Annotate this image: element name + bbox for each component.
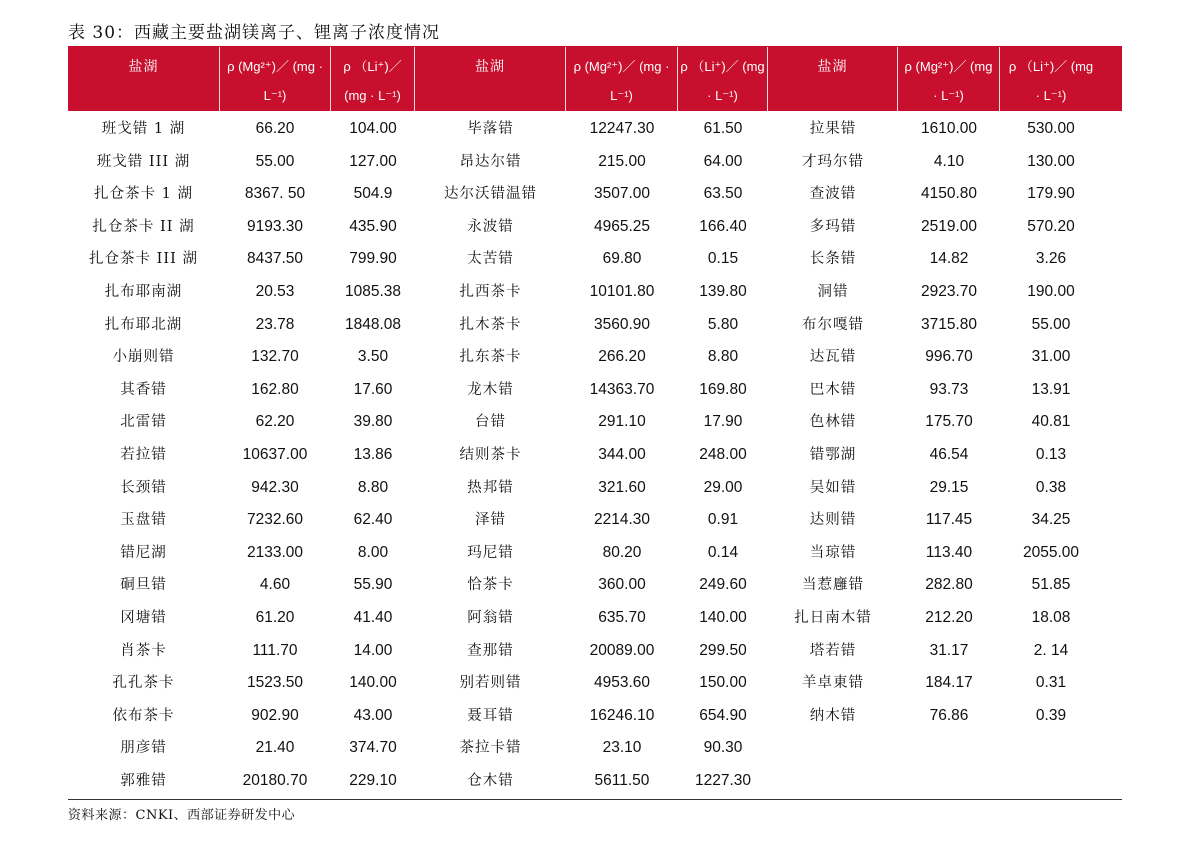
lake-name-cell: 扎西茶卡 xyxy=(459,283,522,300)
li-value-cell xyxy=(1000,765,1102,798)
li-value-cell: 17.60 xyxy=(353,380,393,398)
mg-value-cell: 321.60 xyxy=(598,478,646,496)
lake-name-cell: 达则错 xyxy=(809,512,857,529)
mg-value-cell: 184.17 xyxy=(925,674,973,692)
mg-value-cell: 3507.00 xyxy=(593,185,651,203)
li-value-cell: 5.80 xyxy=(707,315,739,333)
lake-name-cell: 长条错 xyxy=(809,251,857,268)
lake-name-cell: 阿翁错 xyxy=(467,609,514,626)
mg-value-cell: 2214.30 xyxy=(593,511,651,529)
lake-name-cell: 达瓦错 xyxy=(809,349,857,366)
lake-name-cell: 扎木茶卡 xyxy=(459,316,522,333)
li-value-cell: 13.91 xyxy=(1031,380,1071,398)
mg-value-cell: 20180.70 xyxy=(242,771,308,789)
li-value-cell: 179.90 xyxy=(1027,185,1075,203)
header-mg-1: ρ (Mg²⁺)／ (mg · L⁻¹) xyxy=(219,47,331,111)
lake-name-cell: 肖茶卡 xyxy=(120,642,167,659)
li-value-cell: 17.90 xyxy=(703,413,743,431)
li-value-cell: 13.86 xyxy=(353,445,393,463)
li-value-cell: 150.00 xyxy=(699,674,747,692)
li-value-cell: 18.08 xyxy=(1031,608,1071,626)
lake-name-cell: 塔若错 xyxy=(809,642,857,659)
mg-value-cell xyxy=(898,732,1000,765)
lake-name-cell: 布尔嘎错 xyxy=(802,316,864,333)
li-value-cell: 8.80 xyxy=(707,348,739,366)
mg-value-cell: 162.80 xyxy=(251,380,299,398)
lake-name-cell: 郭雅错 xyxy=(120,772,167,789)
mg-value-cell: 117.45 xyxy=(925,511,973,529)
li-value-cell: 40.81 xyxy=(1031,413,1071,431)
mg-value-cell: 14363.70 xyxy=(589,380,655,398)
lake-name-cell: 错尼湖 xyxy=(120,544,167,561)
mg-value-cell: 215.00 xyxy=(598,152,646,170)
lake-name-cell: 依布茶卡 xyxy=(112,707,175,724)
mg-value-cell: 942.30 xyxy=(251,478,299,496)
li-value-cell: 139.80 xyxy=(699,282,747,300)
li-value-cell: 51.85 xyxy=(1031,576,1071,594)
li-value-cell: 1848.08 xyxy=(344,315,402,333)
lake-name-cell: 色林错 xyxy=(809,414,857,431)
table-header xyxy=(68,47,1122,111)
li-value-cell: 8.80 xyxy=(357,478,389,496)
lake-name-cell: 才玛尔错 xyxy=(802,153,864,170)
li-value-cell: 0.14 xyxy=(707,543,739,561)
lake-name-cell: 巴木错 xyxy=(809,381,857,398)
lake-name-cell: 扎东茶卡 xyxy=(459,349,522,366)
mg-value-cell: 1523.50 xyxy=(246,674,304,692)
mg-value-cell: 4965.25 xyxy=(593,217,651,235)
mg-value-cell: 344.00 xyxy=(598,445,646,463)
li-value-cell: 127.00 xyxy=(349,152,397,170)
lake-name-cell: 若拉错 xyxy=(120,446,167,463)
li-value-cell: 2055.00 xyxy=(1022,543,1080,561)
mg-value-cell: 29.15 xyxy=(929,478,969,496)
lake-name-cell: 孔孔茶卡 xyxy=(112,675,175,692)
mg-value-cell: 20089.00 xyxy=(589,641,655,659)
mg-value-cell: 212.20 xyxy=(925,608,973,626)
lake-name-cell: 仓木错 xyxy=(467,772,514,789)
li-value-cell: 43.00 xyxy=(353,706,393,724)
mg-value-cell: 1610.00 xyxy=(920,120,978,137)
table-body xyxy=(68,111,1122,797)
lake-name-cell: 冈塘错 xyxy=(120,609,167,626)
li-value-cell: 0.91 xyxy=(707,511,739,529)
mg-value-cell: 69.80 xyxy=(602,250,642,268)
li-value-cell: 64.00 xyxy=(703,152,743,170)
mg-value-cell: 111.70 xyxy=(252,641,298,659)
li-value-cell: 2. 14 xyxy=(1033,641,1069,659)
mg-value-cell: 175.70 xyxy=(925,413,973,431)
li-value-cell: 504.9 xyxy=(353,185,393,203)
lake-name-cell: 茶拉卡错 xyxy=(459,740,522,757)
li-value-cell: 169.80 xyxy=(699,380,747,398)
lake-name-cell: 玉盘错 xyxy=(120,512,167,529)
mg-value-cell: 7232.60 xyxy=(246,511,304,529)
header-li-1: ρ （Li⁺)／ (mg · L⁻¹) xyxy=(331,47,415,111)
lake-name-cell: 永波错 xyxy=(467,218,514,235)
lake-name-cell: 台错 xyxy=(475,414,506,431)
mg-value-cell: 31.17 xyxy=(929,641,969,659)
lake-name-cell: 聂耳错 xyxy=(467,707,514,724)
mg-value-cell: 23.78 xyxy=(255,315,295,333)
mg-value-cell: 62.20 xyxy=(255,413,295,431)
lake-name-cell: 泽错 xyxy=(475,512,506,529)
li-value-cell: 0.13 xyxy=(1035,445,1067,463)
lake-name-cell: 扎布耶南湖 xyxy=(104,283,183,300)
mg-value-cell: 9193.30 xyxy=(246,217,304,235)
mg-value-cell: 12247.30 xyxy=(589,120,655,137)
li-value-cell: 14.00 xyxy=(353,641,393,659)
mg-value-cell: 10101.80 xyxy=(589,282,655,300)
li-value-cell: 3.50 xyxy=(357,348,389,366)
mg-value-cell: 3560.90 xyxy=(593,315,651,333)
li-value-cell: 530.00 xyxy=(1027,120,1075,137)
li-value-cell: 104.00 xyxy=(349,120,397,137)
li-value-cell: 90.30 xyxy=(703,739,743,757)
mg-value-cell: 61.20 xyxy=(255,608,295,626)
mg-value-cell: 23.10 xyxy=(602,739,642,757)
lake-name-cell: 扎仓茶卡 1 湖 xyxy=(94,186,193,203)
mg-value-cell: 20.53 xyxy=(255,282,295,300)
lake-name-cell: 结则茶卡 xyxy=(459,446,522,463)
lake-name-cell: 龙木错 xyxy=(467,381,514,398)
lake-name-cell: 扎仓茶卡 III 湖 xyxy=(89,251,198,268)
li-value-cell: 8.00 xyxy=(357,543,389,561)
li-value-cell: 55.00 xyxy=(1031,315,1071,333)
mg-value-cell: 4953.60 xyxy=(593,674,651,692)
li-value-cell: 799.90 xyxy=(349,250,397,268)
mg-value-cell: 291.10 xyxy=(598,413,646,431)
mg-value-cell: 16246.10 xyxy=(589,706,655,724)
li-value-cell: 29.00 xyxy=(703,478,743,496)
li-value-cell: 299.50 xyxy=(699,641,747,659)
lake-name-cell: 太苦错 xyxy=(467,251,514,268)
li-value-cell: 34.25 xyxy=(1031,511,1071,529)
mg-value-cell: 80.20 xyxy=(602,543,642,561)
lake-concentration-table xyxy=(68,46,1122,800)
lake-name-cell: 查波错 xyxy=(809,186,857,203)
li-value-cell: 0.38 xyxy=(1035,478,1067,496)
mg-value-cell: 132.70 xyxy=(251,348,299,366)
mg-value-cell: 5611.50 xyxy=(594,771,650,789)
mg-value-cell: 14.82 xyxy=(929,250,969,268)
table-bottom-rule xyxy=(68,799,1122,800)
header-li-2: ρ （Li⁺)／ (mg · L⁻¹) xyxy=(678,47,768,111)
mg-value-cell: 76.86 xyxy=(929,706,969,724)
lake-name-cell: 洞错 xyxy=(817,283,849,300)
mg-value-cell: 66.20 xyxy=(255,120,295,137)
li-value-cell: 654.90 xyxy=(699,706,747,724)
lake-name-cell: 朋彦错 xyxy=(120,740,167,757)
li-value-cell: 39.80 xyxy=(353,413,393,431)
li-value-cell xyxy=(1000,732,1102,765)
li-value-cell: 166.40 xyxy=(699,217,747,235)
li-value-cell: 140.00 xyxy=(349,674,397,692)
source-note: 资料来源：CNKI、西部证券研发中心 xyxy=(68,808,296,823)
mg-value-cell: 21.40 xyxy=(255,739,295,757)
lake-name-cell: 扎仓茶卡 II 湖 xyxy=(92,218,195,235)
lake-name-cell xyxy=(768,732,898,765)
li-value-cell: 31.00 xyxy=(1031,348,1071,366)
li-value-cell: 0.31 xyxy=(1035,674,1067,692)
li-value-cell: 435.90 xyxy=(349,217,397,235)
li-value-cell: 190.00 xyxy=(1027,282,1075,300)
lake-name-cell: 多玛错 xyxy=(809,218,857,235)
lake-name-cell: 班戈错 1 湖 xyxy=(101,121,186,137)
lake-name-cell xyxy=(768,765,898,798)
lake-name-cell: 小崩则错 xyxy=(112,349,175,366)
lake-name-cell: 错鄂湖 xyxy=(809,446,857,463)
li-value-cell: 61.50 xyxy=(703,120,743,137)
mg-value-cell: 360.00 xyxy=(598,576,646,594)
lake-name-cell: 达尔沃错温错 xyxy=(444,186,537,203)
lake-name-cell: 玛尼错 xyxy=(467,544,514,561)
lake-name-cell: 扎布耶北湖 xyxy=(104,316,183,333)
mg-value-cell: 902.90 xyxy=(251,706,299,724)
mg-value-cell: 4.60 xyxy=(259,576,291,594)
li-value-cell: 3.26 xyxy=(1035,250,1067,268)
mg-value-cell: 113.40 xyxy=(925,543,973,561)
lake-name-cell: 查那错 xyxy=(467,642,514,659)
lake-name-cell: 北雷错 xyxy=(120,414,167,431)
li-value-cell: 0.39 xyxy=(1035,706,1067,724)
header-lake-name-1: 盐湖 xyxy=(128,59,159,75)
li-value-cell: 55.90 xyxy=(353,576,393,594)
lake-name-cell: 纳木错 xyxy=(809,707,857,724)
li-value-cell: 0.15 xyxy=(707,250,739,268)
lake-name-cell: 长颈错 xyxy=(120,479,167,496)
mg-value-cell: 93.73 xyxy=(929,380,969,398)
mg-value-cell: 8437.50 xyxy=(246,250,304,268)
li-value-cell: 374.70 xyxy=(349,739,397,757)
li-value-cell: 62.40 xyxy=(353,511,393,529)
mg-value-cell: 8367. 50 xyxy=(244,185,306,203)
li-value-cell: 41.40 xyxy=(353,608,393,626)
header-lake-name-2: 盐湖 xyxy=(415,47,566,111)
li-value-cell: 1227.30 xyxy=(694,771,752,789)
mg-value-cell: 2519.00 xyxy=(920,217,978,235)
lake-name-cell: 羊卓東错 xyxy=(802,675,864,692)
li-value-cell: 249.60 xyxy=(699,576,747,594)
lake-name-cell: 昂达尔错 xyxy=(459,153,522,170)
mg-value-cell: 996.70 xyxy=(925,348,973,366)
header-li-3: ρ （Li⁺)／ (mg · L⁻¹) xyxy=(1008,59,1094,103)
table-title: 表 30：西藏主要盐湖镁离子、锂离子浓度情况 xyxy=(68,23,441,43)
lake-name-cell: 吴如错 xyxy=(809,479,857,496)
li-value-cell: 570.20 xyxy=(1027,217,1075,235)
header-lake-name-3: 盐湖 xyxy=(768,47,898,111)
header-mg-2: ρ (Mg²⁺)／ (mg · L⁻¹) xyxy=(566,47,678,111)
lake-name-cell: 硐旦错 xyxy=(120,577,167,594)
lake-name-cell: 其香错 xyxy=(120,381,167,398)
mg-value-cell: 266.20 xyxy=(598,348,646,366)
mg-value-cell: 46.54 xyxy=(929,445,969,463)
lake-name-cell: 恰茶卡 xyxy=(467,577,514,594)
li-value-cell: 229.10 xyxy=(349,771,397,789)
mg-value-cell: 55.00 xyxy=(255,152,295,170)
li-value-cell: 63.50 xyxy=(703,185,743,203)
li-value-cell: 1085.38 xyxy=(344,282,402,300)
li-value-cell: 140.00 xyxy=(699,608,747,626)
lake-name-cell: 别若则错 xyxy=(459,675,522,692)
mg-value-cell: 2133.00 xyxy=(246,543,304,561)
mg-value-cell: 10637.00 xyxy=(242,445,308,463)
mg-value-cell: 635.70 xyxy=(598,608,646,626)
lake-name-cell: 班戈错 III 湖 xyxy=(96,153,191,170)
li-value-cell: 130.00 xyxy=(1027,152,1075,170)
lake-name-cell: 扎日南木错 xyxy=(794,609,872,626)
header-mg-3: ρ (Mg²⁺)／ (mg · L⁻¹) xyxy=(898,47,1000,111)
lake-name-cell: 热邦错 xyxy=(467,479,514,496)
mg-value-cell: 4150.80 xyxy=(920,185,978,203)
lake-name-cell: 毕落错 xyxy=(467,121,514,137)
lake-name-cell: 当琼错 xyxy=(809,544,857,561)
lake-name-cell: 当惹廱错 xyxy=(802,577,864,594)
mg-value-cell xyxy=(898,765,1000,798)
mg-value-cell: 3715.80 xyxy=(920,315,978,333)
li-value-cell: 248.00 xyxy=(699,445,747,463)
lake-name-cell: 拉果错 xyxy=(809,121,857,137)
mg-value-cell: 2923.70 xyxy=(920,282,978,300)
mg-value-cell: 282.80 xyxy=(925,576,973,594)
mg-value-cell: 4.10 xyxy=(933,152,965,170)
